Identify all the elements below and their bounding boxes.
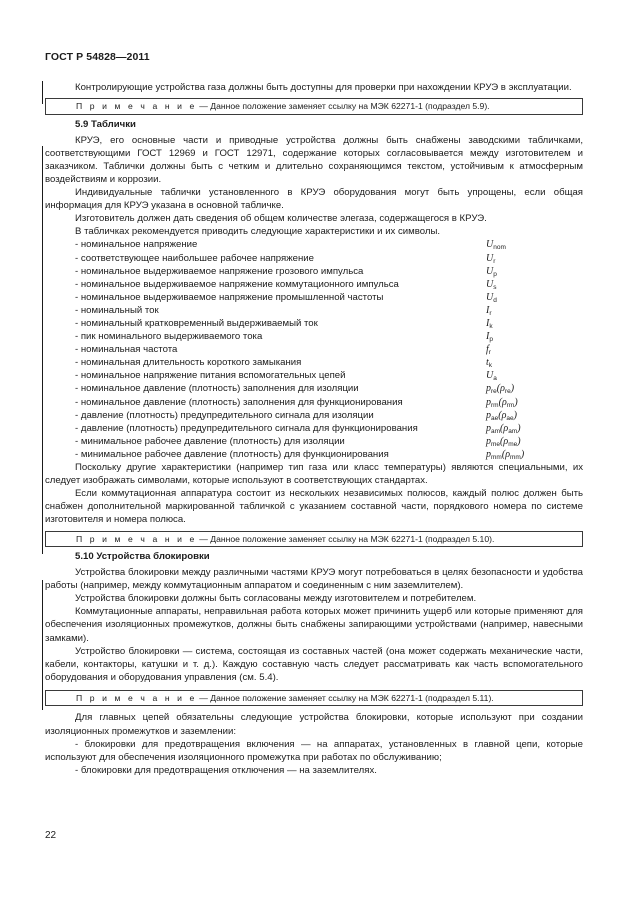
paragraph: КРУЭ, его основные части и приводные устройства должны быть снабжены заводскими табличками, соответствующими ГОСТ 12969 и ГОСТ 12971, содержание которых согласовывается между изготовителем и заказчиком. Таблички должны быть с четким и длительно сохраняющимся текстом, устойчивым к атмосферным воздействиям и коррозии. xyxy=(45,134,583,185)
note-text: — Данное положение заменяет ссылку на МЭК 62271-1 (подраздел 5.11). xyxy=(196,692,494,703)
list-item-symbol: $I_r$ xyxy=(486,304,492,317)
list-item xyxy=(45,252,583,265)
list-item-text: - минимальное рабочее давление (плотность) для изоляции xyxy=(75,435,345,447)
list-item-text: - номинальное напряжение питания вспомогательных цепей xyxy=(75,370,346,382)
section-heading: 5.9 Таблички xyxy=(75,118,136,130)
list-item-text: - давление (плотность) предупредительного сигнала для изоляции xyxy=(75,409,374,421)
list-item xyxy=(45,238,583,251)
paragraph: Для главных цепей обязательны следующие устройства блокировки, которые используют при создании изоляционных промежутков и заземлении: xyxy=(45,712,583,737)
list-item-symbol: $U_a$ xyxy=(486,370,497,383)
page-number: 22 xyxy=(45,830,57,841)
list-item-symbol: $p_{ae}(\rho_{ae})$ xyxy=(486,409,517,422)
list-item-symbol: $p_{me}(\rho_{me})$ xyxy=(486,435,521,448)
list-item-symbol: $U_r$ xyxy=(486,252,496,265)
list-item xyxy=(45,317,583,330)
list-item-text: - минимальное рабочее давление (плотность) для функционирования xyxy=(75,448,389,460)
list-item-symbol: $f_r$ xyxy=(486,344,491,357)
list-item-symbol: $p_{mm}(\rho_{mm})$ xyxy=(486,448,525,461)
list-item-symbol: $p_{re}(\rho_{re})$ xyxy=(486,383,515,396)
paragraph: Изготовитель должен дать сведения об общем количестве элегаза, содержащегося в КРУЭ. xyxy=(75,213,487,225)
paragraph: Устройства блокировки между различными частями КРУЭ могут потребоваться в целях безопасности и удобства работы (например, между коммутационным аппаратом и соединенным с ним заземлителем). xyxy=(45,567,583,592)
list-item-symbol: $p_{rm}(\rho_{rm})$ xyxy=(486,396,518,409)
list-item xyxy=(45,330,583,343)
list-item-text: - номинальная частота xyxy=(75,344,178,356)
list-item-symbol: $t_k$ xyxy=(486,357,493,370)
list-item xyxy=(45,278,583,291)
list-item-symbol: $I_k$ xyxy=(486,318,493,330)
paragraph: Устройства блокировки должны быть согласованы между изготовителем и потребителем. xyxy=(75,593,477,605)
paragraph: Устройство блокировки — система, состоящая из составных частей (она может содержать механические части, кабели, контакторы, катушки и т. д.). Каждую составную часть следует рассматривать как часть вспомогательного оборудования и оборудования управления (см. 5.4). xyxy=(45,645,583,683)
note-box xyxy=(45,531,583,548)
revision-bar xyxy=(42,580,43,710)
list-item-text: - номинальный кратковременный выдерживаемый ток xyxy=(75,318,318,329)
list-item xyxy=(45,382,583,395)
list-item xyxy=(45,343,583,356)
list-item-symbol: $U_d$ xyxy=(486,291,497,304)
list-item-text: - номинальное давление (плотность) заполнения для функционирования xyxy=(75,396,403,408)
list-item xyxy=(45,448,583,461)
list-item-text: - соответствующее наибольшее рабочее напряжение xyxy=(75,252,314,264)
list-item xyxy=(45,356,583,369)
paragraph: Если коммутационная аппаратура состоит из нескольких независимых полюсов, каждый полюс должен быть снабжен дополнительной маркированной табличкой с указанием составной части, порядкового номера по системе изготовителя и номера полюса. xyxy=(45,488,583,526)
paragraph: Поскольку другие характеристики (например тип газа или класс температуры) являются специальными, их следует изображать символами, которые используют в соответствующих стандартах. xyxy=(45,462,583,487)
list-item xyxy=(45,435,583,448)
paragraph: Индивидуальные таблички установленного в КРУЭ оборудования могут быть упрощены, если общая информация для КРУЭ указана в основной табличке. xyxy=(45,187,583,212)
paragraph: - блокировки для предотвращения включения — на аппаратах, установленных в главной цепи, которые используют для обеспечения изоляционного промежутка при работах по обслуживанию; xyxy=(45,738,583,763)
note-label: П р и м е ч а н и е xyxy=(76,533,197,544)
list-item-text: - номинальное напряжение xyxy=(75,239,198,251)
list-item-text: - номинальное выдерживаемое напряжение коммутационного импульса xyxy=(75,278,399,290)
note-label: П р и м е ч а н и е xyxy=(76,692,197,703)
list-item xyxy=(45,304,583,317)
list-item-text: - номинальный ток xyxy=(75,304,159,316)
list-item-text: - номинальная длительность короткого замыкания xyxy=(75,357,302,369)
document-body xyxy=(45,81,583,777)
paragraph: В табличках рекомендуется приводить следующие характеристики и их символы. xyxy=(75,226,441,238)
list-item xyxy=(45,396,583,409)
list-item-text: - давление (плотность) предупредительного сигнала для функционирования xyxy=(75,422,418,434)
list-item-symbol: $U_s$ xyxy=(486,278,497,291)
list-item xyxy=(45,422,583,435)
paragraph: Коммутационные аппараты, неправильная работа которых может причинить ущерб или которые применяют для обеспечения изоляционных промежутков, должны быть снабжены запирающими устройствами (например, навесными замками). xyxy=(45,606,583,644)
characteristics-list xyxy=(45,238,583,461)
list-item xyxy=(45,265,583,278)
paragraph: - блокировки для предотвращения отключения — на заземлителях. xyxy=(75,764,377,776)
list-item-symbol: $I_p$ xyxy=(486,331,493,344)
note-label: П р и м е ч а н и е xyxy=(76,101,197,112)
list-item xyxy=(45,409,583,422)
top-paragraph: Контролирующие устройства газа должны быть доступны для проверки при нахождении КРУЭ в эксплуатации. xyxy=(75,82,572,93)
list-item-text: - пик номинального выдерживаемого тока xyxy=(75,331,263,343)
revision-bar xyxy=(42,81,43,104)
revision-bar xyxy=(42,146,43,554)
list-item-text: - номинальное давление (плотность) заполнения для изоляции xyxy=(75,383,359,395)
note-box xyxy=(45,98,583,115)
section-heading: 5.10 Устройства блокировки xyxy=(75,551,210,562)
note-text: — Данное положение заменяет ссылку на МЭК 62271-1 (подраздел 5.9). xyxy=(196,101,490,112)
list-item-symbol: $p_{am}(\rho_{am})$ xyxy=(486,422,521,435)
list-item xyxy=(45,369,583,382)
list-item-text: - номинальное выдерживаемое напряжение промышленной частоты xyxy=(75,291,384,303)
document-header: ГОСТ Р 54828—2011 xyxy=(45,51,150,63)
note-box xyxy=(45,690,583,707)
list-item-text: - номинальное выдерживаемое напряжение грозового импульса xyxy=(75,265,364,277)
note-text: — Данное положение заменяет ссылку на МЭК 62271-1 (подраздел 5.10). xyxy=(196,533,495,544)
list-item xyxy=(45,291,583,304)
list-item-symbol: $U_{nom}$ xyxy=(486,239,506,252)
list-item-symbol: $U_p$ xyxy=(486,265,497,278)
